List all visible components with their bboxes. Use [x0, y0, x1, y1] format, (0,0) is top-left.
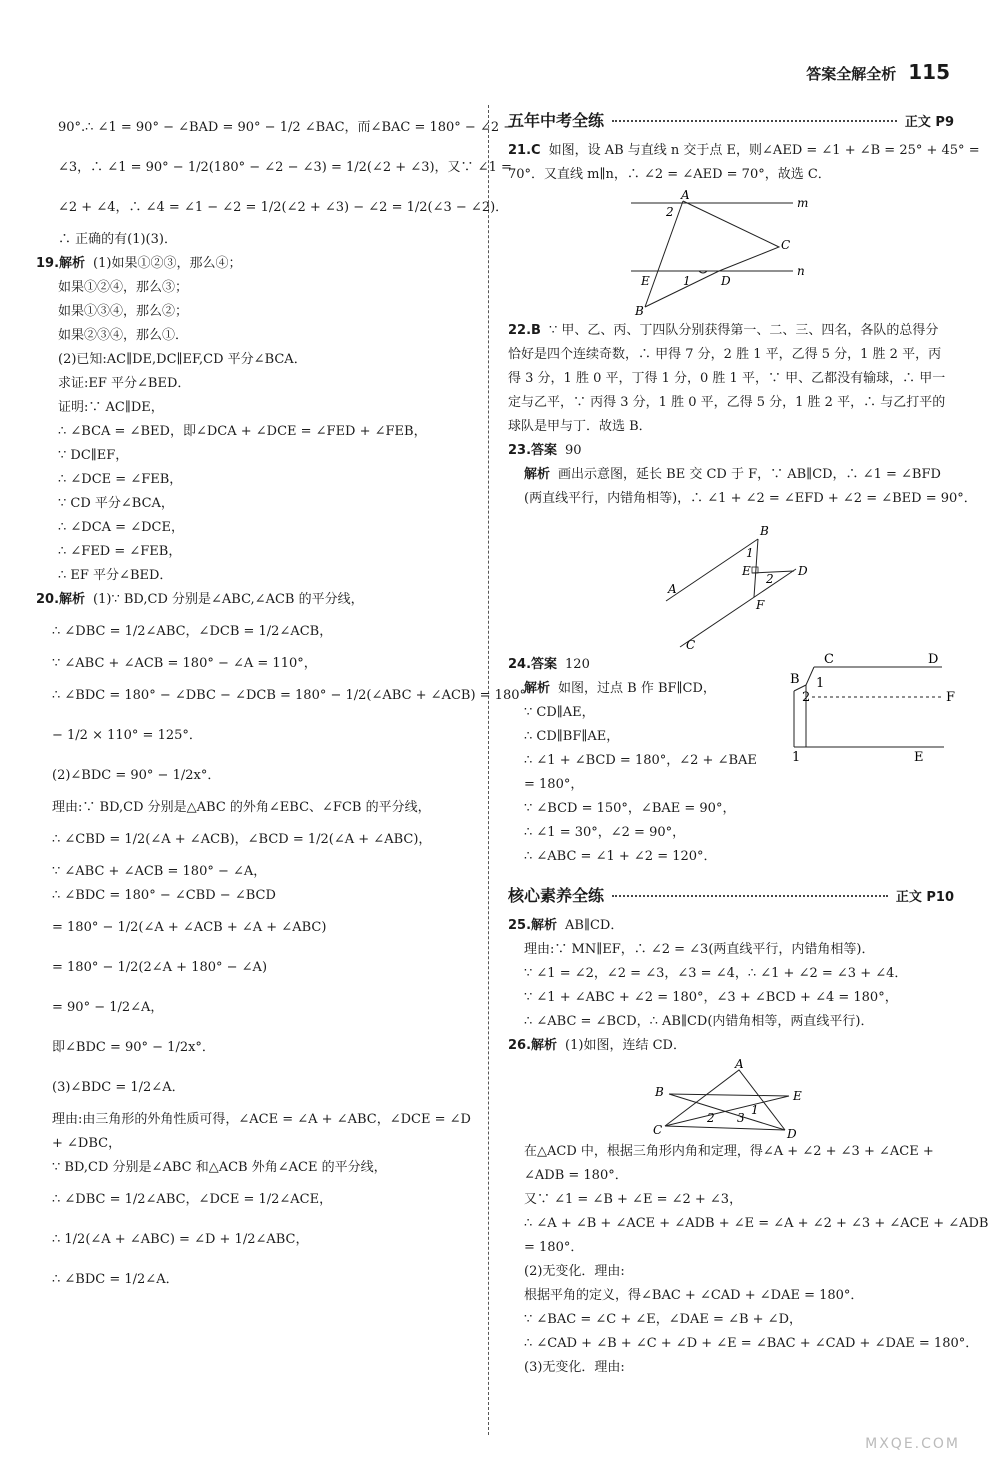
text-line: (两直线平行，内错角相等)，∴ ∠1 + ∠2 = ∠EFD + ∠2 = ∠BED = 90°． — [524, 491, 977, 506]
angle-label: 2 — [666, 205, 674, 219]
angle-label: 2 — [707, 1111, 715, 1125]
text-line: ∴ ∠1 + ∠BCD = 180°，∠2 + ∠BAE — [524, 753, 757, 768]
line-label: n — [797, 264, 805, 278]
text-line: ∴ ∠DCE = ∠FEB， — [58, 472, 183, 487]
header-title: 答案全解全析 — [806, 65, 897, 83]
text-line: ∴ ∠ABC = ∠BCD，∴ AB∥CD(内错角相等，两直线平行)． — [524, 1014, 874, 1029]
section-title: 五年中考全练 — [508, 111, 605, 130]
q25-block — [508, 914, 954, 1034]
text-line: 求证:EF 平分∠BED． — [58, 376, 191, 391]
point-label: E — [742, 564, 751, 578]
text-line: 理由:∵ BD,CD 分别是△ABC 的外角∠EBC、∠FCB 的平分线， — [52, 800, 431, 815]
text-line: ∴ ∠FED = ∠FEB， — [58, 544, 182, 559]
text-line: ∵ ∠1 + ∠ABC + ∠2 = 180°，∠3 + ∠BCD + ∠4 = 180°， — [524, 990, 898, 1005]
text-line: ∴ ∠CAD + ∠B + ∠C + ∠D + ∠E = ∠BAC + ∠CAD + ∠DAE = 180°． — [524, 1336, 979, 1351]
text-line: (2)无变化．理由: — [524, 1264, 625, 1279]
q22-label: 22.B — [508, 323, 541, 338]
point-label: E — [914, 750, 924, 765]
point-label: B — [655, 1085, 664, 1099]
text-line: 又∵ ∠1 = ∠B + ∠E = ∠2 + ∠3， — [524, 1192, 743, 1207]
q21-label: 21.C — [508, 143, 541, 158]
text-line: 球队是甲与丁．故选 B． — [508, 419, 652, 434]
angle-label: 2 — [766, 572, 774, 586]
q23-block — [508, 439, 977, 652]
right-column — [508, 108, 989, 1380]
figure-q23 — [646, 513, 816, 651]
angle-label: 1 — [816, 676, 825, 691]
q22-block — [508, 319, 954, 439]
text-line: 如图，过点 B 作 BF∥CD， — [558, 681, 716, 696]
text-line: 根据平角的定义，得∠BAC + ∠CAD + ∠DAE = 180°． — [524, 1288, 864, 1303]
q24-label: 24.答案 — [508, 657, 558, 672]
text-line: 理由:∵ MN∥EF，∴ ∠2 = ∠3(两直线平行，内错角相等)． — [524, 942, 875, 957]
q26-label: 26.解析 — [508, 1038, 558, 1053]
point-label: A — [668, 582, 677, 596]
answer-value: 90 — [565, 443, 582, 458]
text-line: ∵ ∠1 = ∠2，∠2 = ∠3，∠3 = ∠4，∴ ∠1 + ∠2 = ∠3 + ∠4． — [524, 966, 908, 981]
text-line: 恰好是四个连续奇数，∴ 甲得 7 分，2 胜 1 平，乙得 5 分，1 胜 2 平，丙 — [508, 347, 942, 362]
point-label: C — [653, 1123, 663, 1137]
text-line: 即∠BDC = 90° − 1/2x°． — [52, 1040, 215, 1055]
text-line: 90°.∴ ∠1 = 90° − ∠BAD = 90° − 1/2 ∠BAC，而∠BAC = 180° − ∠2 − — [58, 120, 515, 135]
text-line: ∵ ∠BAC = ∠C + ∠E，∠DAE = ∠B + ∠D， — [524, 1312, 802, 1327]
text-line: = 180°． — [524, 1240, 584, 1255]
point-label: B — [790, 672, 800, 687]
q25-label: 25.解析 — [508, 918, 558, 933]
text-line: ∵ ∠ABC + ∠ACB = 180° − ∠A = 110°， — [52, 656, 317, 671]
text-line: ∵ DC∥EF， — [58, 448, 129, 463]
text-line: 证明:∵ AC∥DE， — [58, 400, 164, 415]
text-line: AB∥CD． — [565, 918, 624, 933]
text-line: ∴ CD∥BF∥AE， — [524, 729, 620, 744]
text-line: (1)如果①②③，那么④； — [93, 256, 242, 271]
column-divider — [488, 105, 489, 1435]
text-line: ∴ ∠DCA = ∠DCE， — [58, 520, 184, 535]
line-label: m — [797, 196, 809, 210]
dotted-leader — [612, 895, 888, 897]
text-line: 70°．又直线 m∥n，∴ ∠2 = ∠AED = 70°，故选 C． — [508, 167, 831, 182]
point-label: C — [824, 652, 834, 667]
point-label: D — [721, 274, 731, 288]
text-line: ∵ CD∥AE， — [524, 705, 595, 720]
text-line: ∴ ∠1 = 30°，∠2 = 90°， — [524, 825, 686, 840]
text-line: 如果①②④，那么③； — [58, 280, 189, 295]
q21-block — [508, 139, 980, 318]
point-label: D — [928, 652, 939, 667]
text-line: ∴ ∠BDC = 1/2∠A． — [52, 1272, 179, 1287]
section-header-hexin — [508, 883, 954, 906]
text-line: = 180°， — [524, 777, 584, 792]
text-line: + ∠DBC， — [52, 1136, 122, 1151]
text-line: ∵ BD,CD 分别是∠ABC 和△ACB 外角∠ACE 的平分线， — [52, 1160, 387, 1175]
point-label: E — [641, 274, 650, 288]
angle-label: 2 — [802, 690, 811, 705]
section-page-ref: 正文 P9 — [904, 115, 954, 130]
point-label: A — [681, 188, 690, 202]
text-line: (1)∵ BD,CD 分别是∠ABC,∠ACB 的平分线， — [93, 592, 364, 607]
jiexi-label: 解析 — [524, 467, 551, 482]
q20-label: 20.解析 — [36, 592, 86, 607]
q20-block — [36, 588, 526, 1300]
text-line: ∴ ∠DBC = 1/2∠ABC，∠DCE = 1/2∠ACE， — [52, 1192, 333, 1207]
dotted-leader — [612, 120, 897, 122]
text-line: (2)已知:AC∥DE,DC∥EF,CD 平分∠BCA． — [58, 352, 307, 367]
angle-label: 1 — [792, 750, 801, 765]
text-line: ∴ ∠BCA = ∠BED，即∠DCA + ∠DCE = ∠FED + ∠FEB， — [58, 424, 427, 439]
text-line: = 180° − 1/2(∠A + ∠ACB + ∠A + ∠ABC) — [52, 920, 327, 935]
text-line: = 180° − 1/2(2∠A + 180° − ∠A) — [52, 960, 268, 975]
text-line: ∴ ∠CBD = 1/2(∠A + ∠ACB)，∠BCD = 1/2(∠A + ∠ABC)， — [52, 832, 432, 847]
text-line: ∵ CD 平分∠BCA， — [58, 496, 174, 511]
text-line: ∠3，∴ ∠1 = 90° − 1/2(180° − ∠2 − ∠3) = 1/2(∠2 + ∠3)，又∵ ∠1 = — [58, 160, 512, 175]
text-line: ∵ 甲、乙、丙、丁四队分别获得第一、二、三、四名，各队的总得分 — [548, 323, 939, 338]
text-line: 理由:由三角形的外角性质可得，∠ACE = ∠A + ∠ABC，∠DCE = ∠D — [52, 1112, 471, 1127]
angle-label: 3 — [737, 1111, 745, 1125]
section-header-zhongkao — [508, 108, 954, 131]
text-line: ∴ ∠ABC = ∠1 + ∠2 = 120°． — [524, 849, 717, 864]
point-label: E — [793, 1089, 802, 1103]
text-line: ∴ ∠BDC = 180° − ∠CBD − ∠BCD — [52, 888, 276, 903]
point-label: D — [798, 564, 808, 578]
text-line: (2)∠BDC = 90° − 1/2x°． — [52, 768, 221, 783]
text-line: ∠ADB = 180°． — [524, 1168, 628, 1183]
figure-q21 — [631, 189, 831, 317]
figure-q26 — [651, 1057, 811, 1141]
q26-block — [508, 1034, 989, 1380]
text-line: ∴ EF 平分∠BED． — [58, 568, 173, 583]
text-line: ∵ ∠ABC + ∠ACB = 180° − ∠A， — [52, 864, 267, 879]
point-label: B — [635, 304, 644, 318]
point-label: F — [756, 598, 765, 612]
answer-value: 120 — [565, 657, 590, 672]
q23-label: 23.答案 — [508, 443, 558, 458]
text-line: ∴ ∠A + ∠B + ∠ACE + ∠ADB + ∠E = ∠A + ∠2 + ∠3 + ∠ACE + ∠ADB — [524, 1216, 989, 1231]
page-header — [806, 60, 950, 84]
point-label: A — [735, 1057, 744, 1071]
angle-label: 1 — [683, 274, 691, 288]
text-line: 画出示意图，延长 BE 交 CD 于 F，∵ AB∥CD，∴ ∠1 = ∠BFD — [558, 467, 941, 482]
point-label: B — [760, 524, 769, 538]
angle-label: 1 — [751, 1103, 759, 1117]
text-line: (3)无变化．理由: — [524, 1360, 625, 1375]
point-label: D — [787, 1127, 797, 1141]
text-line: ∴ ∠DBC = 1/2∠ABC，∠DCB = 1/2∠ACB， — [52, 624, 333, 639]
text-line: = 90° − 1/2∠A， — [52, 1000, 164, 1015]
text-line: ∵ ∠BCD = 150°，∠BAE = 90°， — [524, 801, 736, 816]
point-label: C — [686, 638, 696, 652]
text-line: ∠2 + ∠4，∴ ∠4 = ∠1 − ∠2 = 1/2(∠2 + ∠3) − ∠2 = 1/2(∠3 − ∠2)． — [58, 200, 509, 215]
text-line: ∴ 正确的有(1)(3)． — [58, 232, 177, 247]
section-title: 核心素养全练 — [508, 886, 605, 905]
text-line: ∴ 1/2(∠A + ∠ABC) = ∠D + 1/2∠ABC， — [52, 1232, 309, 1247]
q24-block — [508, 653, 954, 869]
text-line: (3)∠BDC = 1/2∠A． — [52, 1080, 185, 1095]
text-line: (1)如图，连结 CD． — [565, 1038, 686, 1053]
text-line: 如图，设 AB 与直线 n 交于点 E，则∠AED = ∠1 + ∠B = 25° + 45° = — [548, 143, 980, 158]
jiexi-label: 解析 — [524, 681, 551, 696]
page-number: 115 — [908, 60, 950, 84]
text-line: 如果②③④，那么①． — [58, 328, 189, 343]
text-line: 定与乙平，∵ 丙得 3 分，1 胜 0 平，乙得 5 分，1 胜 2 平，∴ 与乙打平的 — [508, 395, 946, 410]
text-line: − 1/2 × 110° = 125°． — [52, 728, 202, 743]
q19-block — [36, 252, 476, 588]
point-label: C — [781, 238, 791, 252]
text-line: ∴ ∠BDC = 180° − ∠DBC − ∠DCB = 180° − 1/2(∠ABC + ∠ACB) = 180° — [52, 688, 526, 703]
figure-q24 — [774, 653, 954, 771]
point-label: F — [946, 690, 956, 705]
text-line: 得 3 分，1 胜 0 平，丁得 1 分，0 胜 1 平，∵ 甲、乙都没有输球，∴ 甲一 — [508, 371, 946, 386]
section-page-ref: 正文 P10 — [895, 890, 954, 905]
watermark: MXQE.COM — [865, 1436, 960, 1452]
q19-label: 19.解析 — [36, 256, 86, 271]
q18-continuation — [36, 108, 515, 252]
text-line: 在△ACD 中，根据三角形内角和定理，得∠A + ∠2 + ∠3 + ∠ACE + — [524, 1144, 934, 1159]
text-line: 如果①③④，那么②； — [58, 304, 189, 319]
angle-label: 1 — [746, 546, 754, 560]
